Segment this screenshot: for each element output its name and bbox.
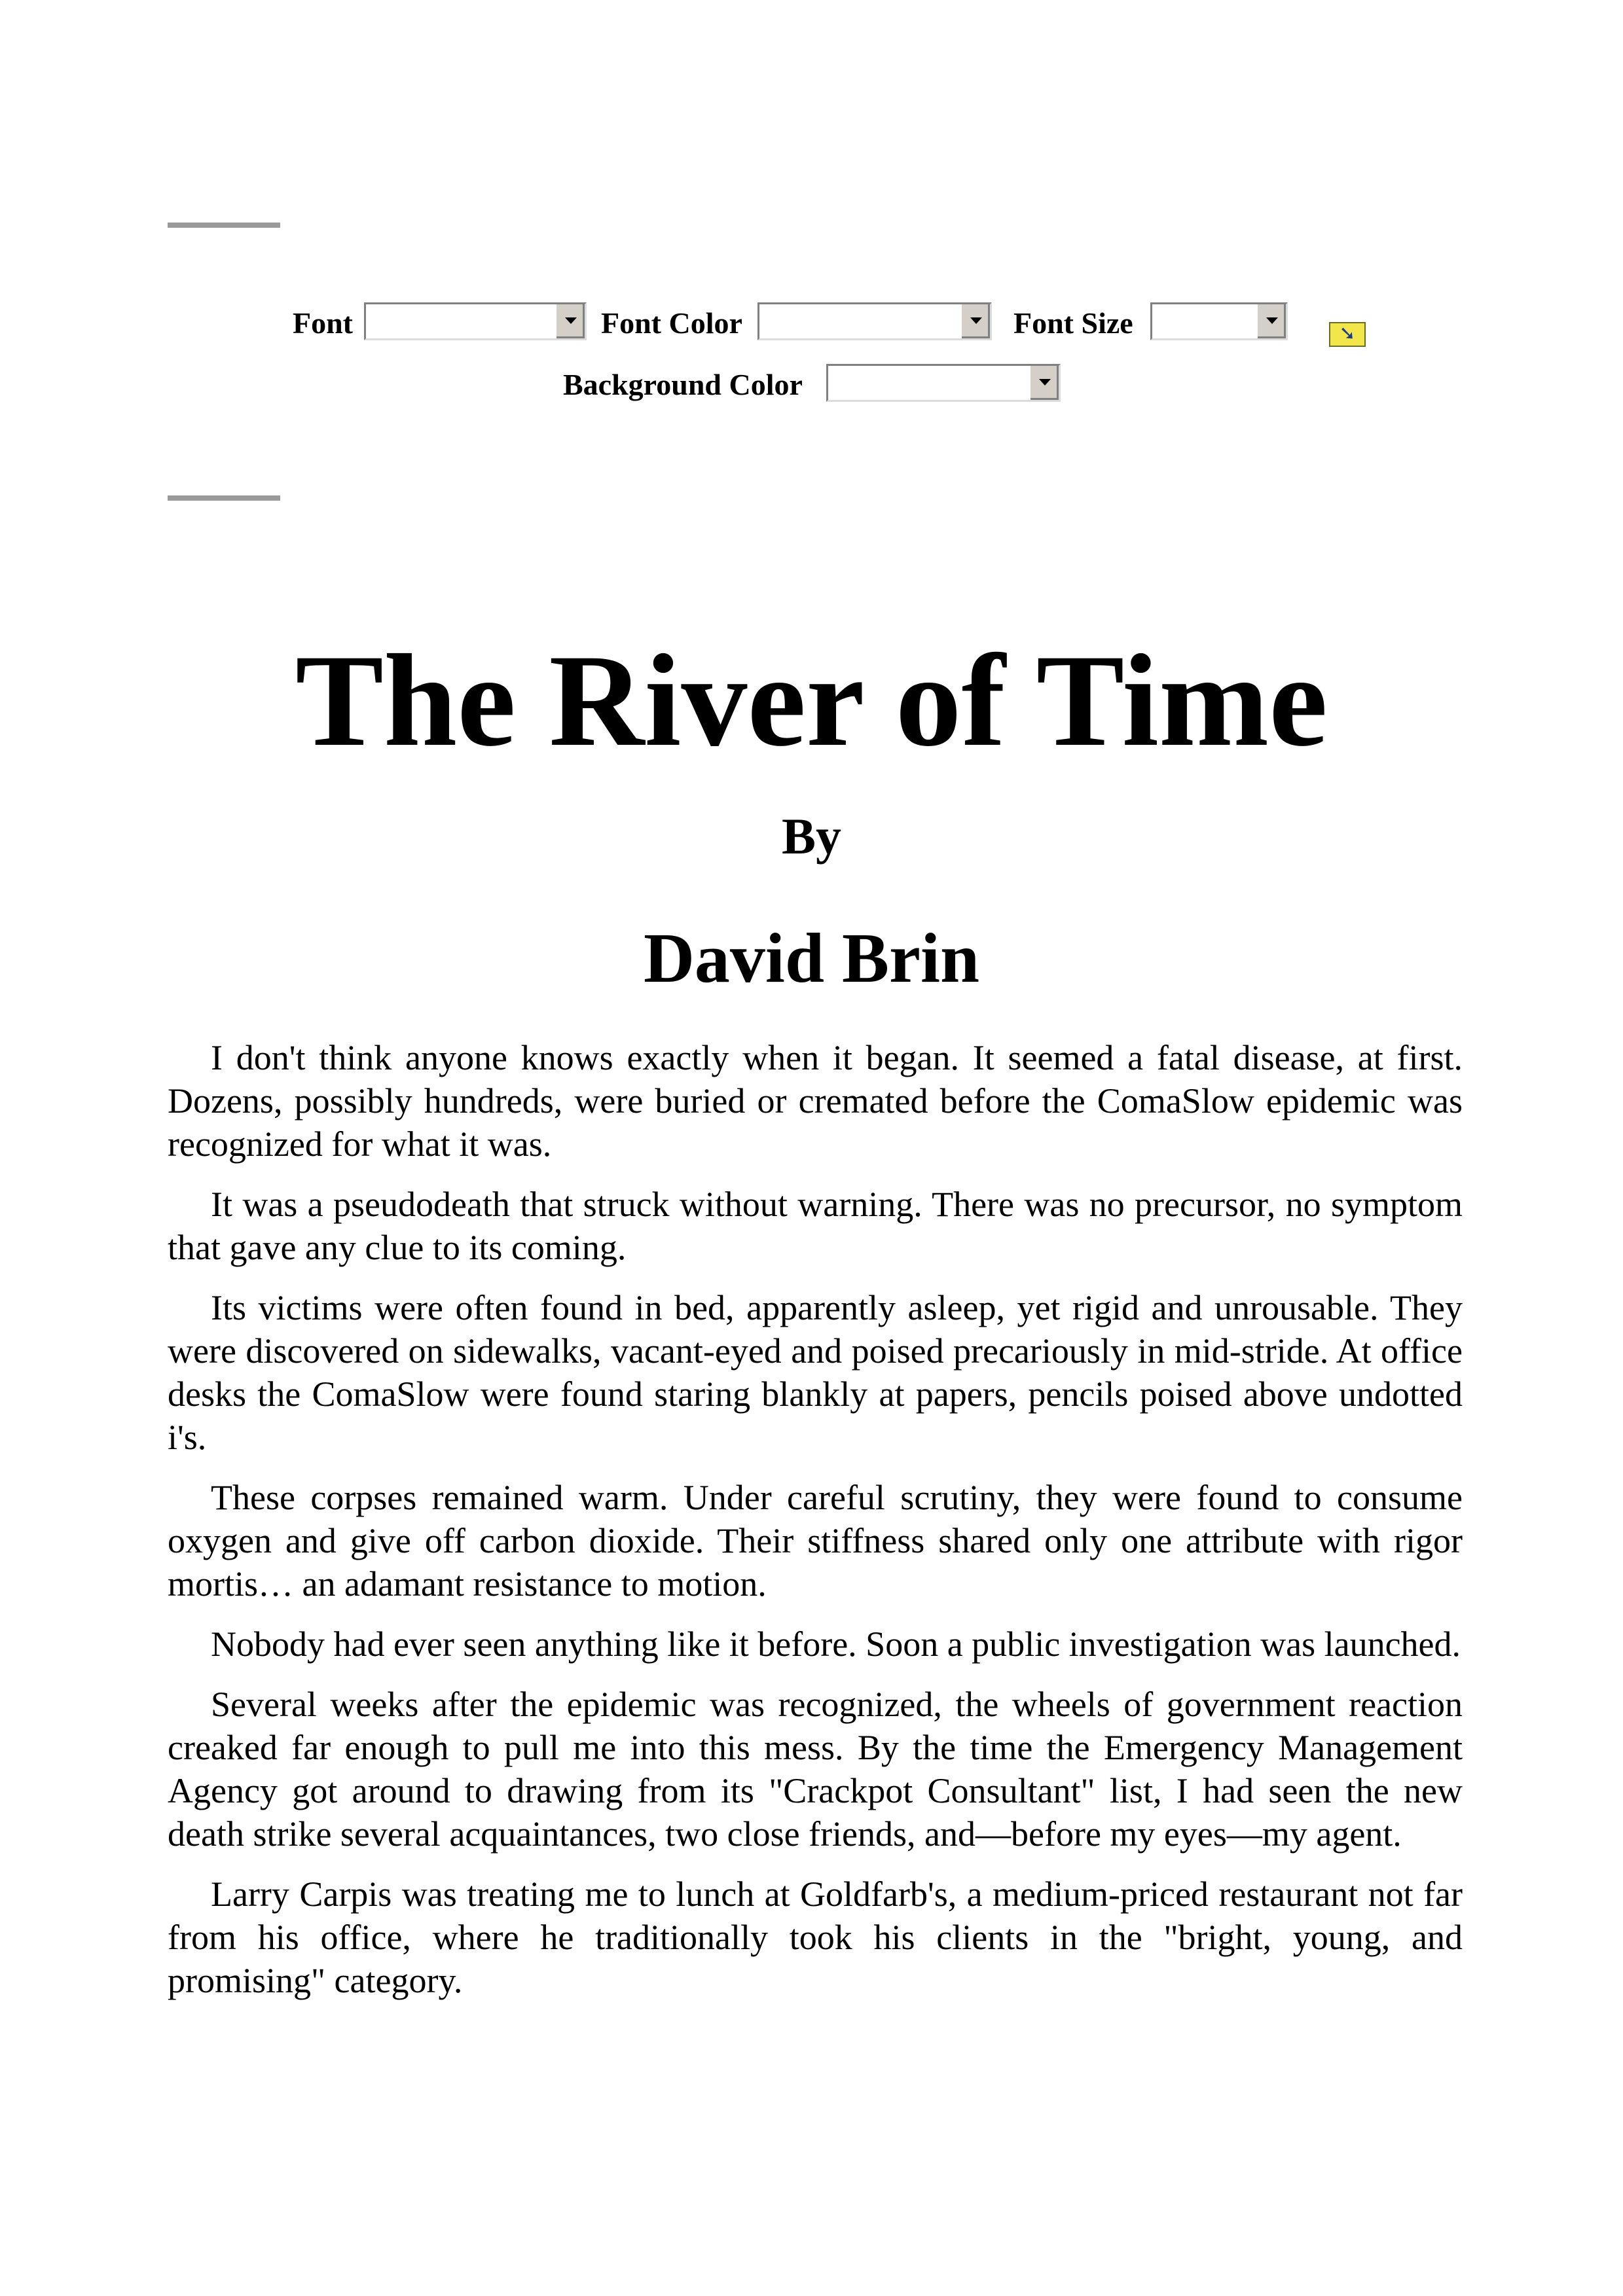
background-color-label: Background Color (563, 368, 803, 401)
bottom-divider (168, 495, 280, 501)
byline: By (781, 808, 842, 865)
top-divider (168, 223, 280, 228)
font-color-select[interactable] (757, 302, 992, 340)
chevron-down-icon[interactable] (1029, 366, 1059, 400)
chevron-down-icon[interactable] (1256, 304, 1286, 338)
paragraph: Several weeks after the epidemic was recognized, the wheels of government reaction creaked far enough to pull me into this mess. By the time the Emergency Management Agency got around to drawing from its "Crackpot Consultant" list, I had seen the new death strike several acquaintances, two close friends, and—before my eyes—my agent. (168, 1685, 1463, 1854)
paragraph: I don't think anyone knows exactly when it began. It seemed a fatal disease, at first. Dozens, possibly hundreds, were buried or cremated before the ComaSlow epidemic was recognized for what it was. (168, 1038, 1463, 1164)
paragraph: These corpses remained warm. Under careful scrutiny, they were found to consume oxygen and give off carbon dioxide. Their stiffness shared only one attribute with rigor mortis… an adamant resistance to motion. (168, 1478, 1463, 1604)
font-label: Font (293, 306, 353, 340)
font-size-select[interactable] (1150, 302, 1288, 340)
font-color-label: Font Color (601, 306, 742, 340)
font-size-label: Font Size (1013, 306, 1133, 340)
apply-button[interactable] (1329, 322, 1366, 347)
background-color-select[interactable] (826, 364, 1061, 402)
paragraph: Its victims were often found in bed, apparently asleep, yet rigid and unrousable. They were discovered on sidewalks, vacant-eyed and poised precariously in mid-stride. At office desks the ComaSlow were found staring blankly at papers, pencils poised above undotted i's. (168, 1288, 1463, 1457)
font-select[interactable] (364, 302, 587, 340)
author-name: David Brin (643, 920, 980, 997)
paragraph: Nobody had ever seen anything like it before. Soon a public investigation was launched. (211, 1624, 1461, 1664)
chevron-down-icon[interactable] (555, 304, 585, 338)
toolbar-row-2 (0, 357, 1623, 410)
story-body (168, 1036, 1463, 2019)
story-title: The River of Time (295, 627, 1328, 774)
arrow-icon: ➘ (1339, 322, 1356, 345)
paragraph: It was a pseudodeath that struck without warning. There was no precursor, no symptom that gave any clue to its coming. (168, 1185, 1463, 1267)
paragraph: Larry Carpis was treating me to lunch at Goldfarb's, a medium-priced restaurant not far from his office, where he traditionally took his clients in the "bright, young, and promising" category. (168, 1874, 1463, 2000)
toolbar-row-1 (0, 296, 1623, 348)
chevron-down-icon[interactable] (960, 304, 990, 338)
